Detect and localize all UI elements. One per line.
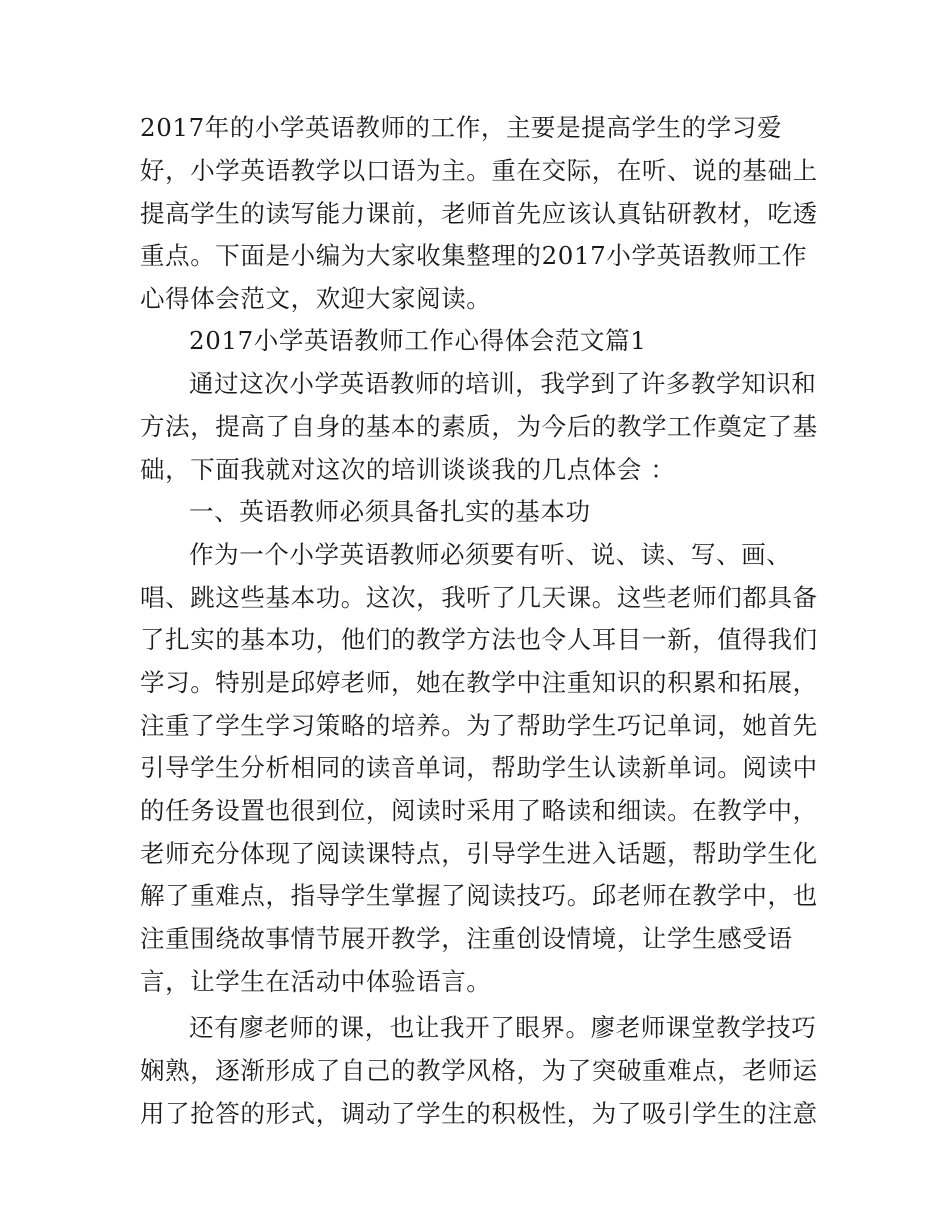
text-line: 心得体会范文，欢迎大家阅读。 <box>140 284 492 313</box>
text-line: 唱、跳这些基本功。这次，我听了几天课。这些老师们都具备 <box>140 583 818 612</box>
text-line: 础，下面我就对这次的培训谈谈我的几点体会 ： <box>140 455 676 484</box>
text-line: 注重围绕故事情节展开教学，注重创设情境，让学生感受语 <box>140 924 793 953</box>
text-line: 提高学生的读写能力课前，老师首先应该认真钻研教材，吃透 <box>140 199 818 228</box>
text-line: 引导学生分析相同的读音单词，帮助学生认读新单词。阅读中 <box>140 753 818 782</box>
text-line: 重点。下面是小编为大家收集整理的2017小学英语教师工作 <box>140 241 808 270</box>
text-line: 用了抢答的形式，调动了学生的积极性，为了吸引学生的注意 <box>140 1099 818 1128</box>
text-line: 老师充分体现了阅读课特点，引导学生进入话题，帮助学生化 <box>140 839 818 868</box>
text-line: 了扎实的基本功，他们的教学方法也令人耳目一新，值得我们 <box>140 625 818 654</box>
text-line: 注重了学生学习策略的培养。为了帮助学生巧记单词，她首先 <box>140 711 818 740</box>
text-line: 好，小学英语教学以口语为主。重在交际，在听、说的基础上 <box>140 156 818 185</box>
text-line: 学习。特别是邱婷老师，她在教学中注重知识的积累和拓展， <box>140 668 818 697</box>
subsection-heading: 一、英语教师必须具备扎实的基本功 <box>189 497 591 526</box>
text-line: 方法，提高了自身的基本的素质，为今后的教学工作奠定了基 <box>140 412 818 441</box>
text-line: 言，让学生在活动中体验语言。 <box>140 967 492 996</box>
text-line: 解了重难点，指导学生掌握了阅读技巧。邱老师在教学中，也 <box>140 881 818 910</box>
text-line: 还有廖老师的课，也让我开了眼界。廖老师课堂教学技巧 <box>189 1013 817 1042</box>
text-line: 的任务设置也很到位，阅读时采用了略读和细读。在教学中， <box>140 796 818 825</box>
text-line: 娴熟，逐渐形成了自己的教学风格，为了突破重难点，老师运 <box>140 1056 818 1085</box>
text-line: 通过这次小学英语教师的培训，我学到了许多教学知识和 <box>189 369 817 398</box>
section-heading: 2017小学英语教师工作心得体会范文篇1 <box>189 326 647 355</box>
text-line: 2017年的小学英语教师的工作，主要是提高学生的学习爱 <box>140 113 783 142</box>
text-line: 作为一个小学英语教师必须要有听、说、读、写、画、 <box>189 540 792 569</box>
